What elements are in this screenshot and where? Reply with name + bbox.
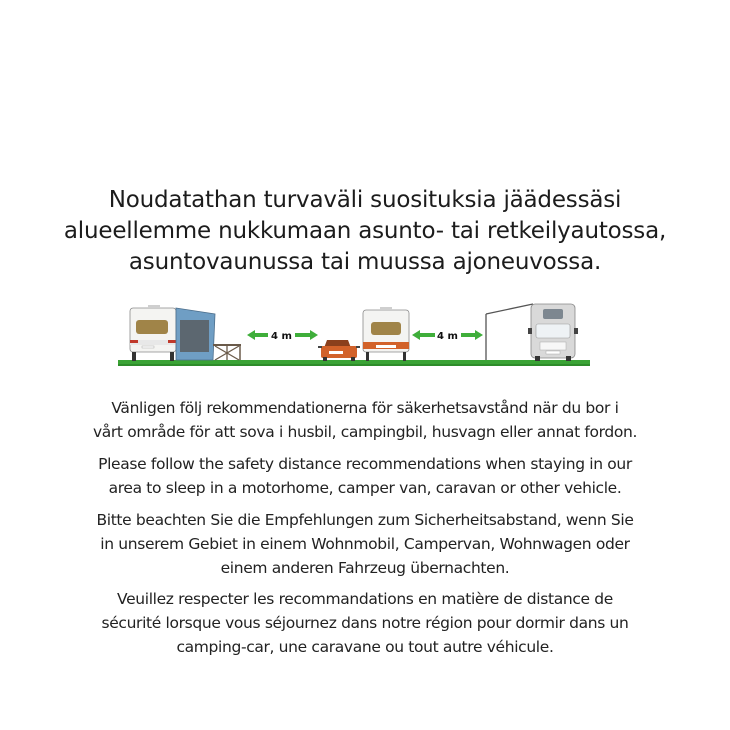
car-icon	[318, 340, 360, 361]
paragraph-line: camping-car, une caravane ou tout autre véhicule.	[176, 638, 554, 656]
caravan-icon	[363, 307, 409, 361]
french-paragraph	[60, 587, 670, 659]
paragraph-line: sécurité lorsque vous séjournez dans notre région pour dormir dans un	[101, 614, 629, 632]
paragraph-line: Vänligen följ rekommendationerna för säkerhetsavstånd när du bor i	[111, 399, 619, 417]
headline-line: asuntovaunussa tai muussa ajoneuvossa.	[128, 249, 602, 275]
paragraph-line: Bitte beachten Sie die Empfehlungen zum Sicherheitsabstand, wenn Sie	[96, 511, 634, 529]
caravan-with-tent-icon	[130, 305, 241, 361]
paragraph-line: einem anderen Fahrzeug übernachten.	[220, 559, 510, 577]
headline-line: alueellemme nukkumaan asunto- tai retkeilyautossa,	[63, 218, 667, 244]
distance-arrow-icon	[412, 330, 483, 342]
safety-distance-illustration	[118, 300, 598, 372]
distance-arrow-icon	[247, 330, 318, 342]
finnish-headline	[40, 185, 690, 278]
paragraph-line: in unserem Gebiet in einem Wohnmobil, Campervan, Wohnwagen oder	[100, 535, 630, 553]
paragraph-line: Please follow the safety distance recommendations when staying in our	[98, 455, 632, 473]
paragraph-line: area to sleep in a motorhome, camper van, caravan or other vehicle.	[108, 479, 622, 497]
headline-line: Noudatathan turvaväli suosituksia jäädessäsi	[108, 187, 622, 213]
german-paragraph	[60, 508, 670, 580]
paragraph-line: vårt område för att sova i husbil, campingbil, husvagn eller annat fordon.	[92, 423, 638, 441]
distance-label: 4 m	[437, 331, 458, 342]
distance-label: 4 m	[271, 331, 292, 342]
swedish-paragraph	[60, 396, 670, 444]
paragraph-line: Veuillez respecter les recommandations en matière de distance de	[117, 590, 613, 608]
english-paragraph	[60, 452, 670, 500]
motorhome-with-awning-icon	[486, 304, 578, 361]
